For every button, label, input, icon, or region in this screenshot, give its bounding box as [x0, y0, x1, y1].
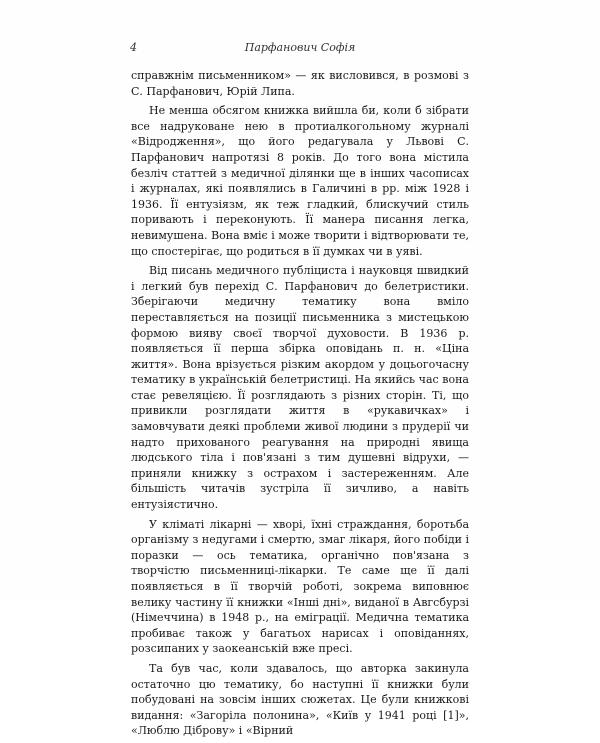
paragraph-4: У кліматі лікарні — хворі, їхні страждання, боротьба організму з недугами і смертю, змаг лікаря, його побіди і поразки — ось тематика, органічно пов'язана з творчістю письменниці-лікарки. Те саме ще її далі появляється в її творчій роботі, зокрема виповнює велику частину її книжки «Інші дні», виданої в Авгсбурзі (Німеччина) в 1948 р., на еміграції. Медична тематика пробиває також у багатьох нарисах і оповіданнях, розсипаних у заокеанській вже пресі. — [131, 517, 469, 656]
running-title: Парфанович Софія — [244, 41, 356, 54]
paragraph-5: Та був час, коли здавалось, що авторка закинула остаточно цю тематику, бо наступні її книжки були побудовані на зовсім інших сюжетах. Це були книжкові видання: «Загоріла полонина», «Київ у 1941 році [1]», «Люблю Діброву» і «Вірний — [131, 661, 469, 738]
body-text — [131, 68, 469, 743]
paragraph-1: справжнім письменником» — як висловився, в розмові з С. Парфанович, Юрій Липа. — [131, 69, 469, 98]
paragraph-3: Від писань медичного публіциста і науковця швидкий і легкий був перехід С. Парфанович до белетристики. Зберігаючи медичну тематику вона вміло переставляється на позиції письменника з мистецькою формою вияву своєї творчої духовости. В 1936 р. появляється її перша збірка оповідань п. н. «Ціна життя». Вона врізується різким акордом у доцьогочасну тематику в українській белетристиці. На якийсь час вона стає ревеляцією. Її розглядають з різних сторін. Ті, що привикли розглядати життя в «рукавичках» і замовчувати деякі проблеми живої людини з прудерії чи надто прихованого реагування на природні явища людського тіла і пов'язані з тим душевні відрухи, — приняли книжку з острахом і застереженням. Але більшість читачів зустріла її зичливо, а навіть ентузіястично. — [131, 264, 469, 512]
running-head — [130, 41, 470, 57]
paragraph-2: Не менша обсягом книжка вийшла би, коли б зібрати все надруковане нею в протиалкогольному журналі «Відродження», що його редагувала у Львові С. Парфанович напротязі 8 років. До того вона містила безліч статтей з медичної ділянки ще в інших часописах і журналах, які появлялись в Галичині в рр. між 1928 і 1936. Її ентузіязм, як теж гладкий, блискучий стиль поривають і переконують. Її манера писання легка, невимушена. Вона вміє і може творити і відтворювати те, що спостерігає, що родиться в її думках чи в уяві. — [131, 104, 469, 258]
page-number: 4 — [130, 41, 137, 54]
